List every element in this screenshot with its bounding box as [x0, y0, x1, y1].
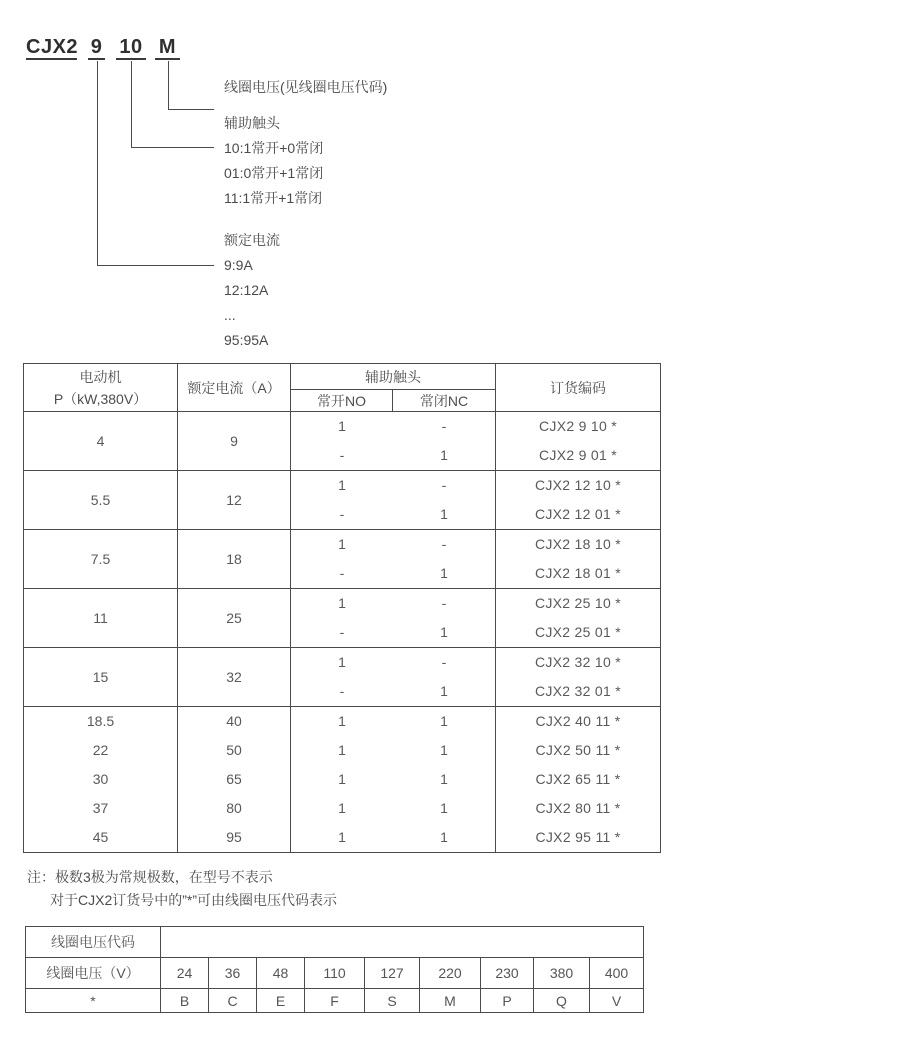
- motor-power-value: 5.5: [90, 491, 111, 508]
- selection-table: [23, 363, 661, 853]
- coil-code-value: C: [209, 989, 257, 1013]
- nc-count: -: [441, 595, 447, 611]
- spec-row: [24, 589, 661, 648]
- aux-contact-line: [291, 736, 495, 765]
- aux-contact-line: [291, 589, 495, 618]
- coil-voltage-value: 36: [209, 958, 257, 989]
- no-count: 1: [338, 713, 346, 729]
- nc-count: -: [441, 654, 447, 670]
- connector-lines: [0, 0, 260, 280]
- coil-code-label-cell: 线圈电压代码: [26, 927, 161, 958]
- nc-count: 1: [440, 771, 448, 787]
- coil-voltage-value: 230: [481, 958, 534, 989]
- coil-code-value: S: [365, 989, 420, 1013]
- nc-count: 1: [440, 624, 448, 640]
- coil-voltage-code-table: [25, 926, 644, 1013]
- nc-count: 1: [440, 506, 448, 522]
- order-code-value: CJX2 9 01 *: [538, 447, 617, 463]
- order-code-value: CJX2 9 10 *: [538, 418, 617, 434]
- coil-code-value: Q: [534, 989, 590, 1013]
- order-code-value: CJX2 40 11 *: [535, 713, 621, 729]
- coil-code-value: M: [420, 989, 481, 1013]
- rated-current-value: 50: [226, 742, 242, 758]
- aux-contact-line: [291, 823, 495, 852]
- star-label-cell: *: [26, 989, 161, 1013]
- aux-contacts-header: 辅助触头: [291, 364, 496, 390]
- order-code-value: CJX2 32 10 *: [534, 654, 622, 670]
- no-header: 常开NO: [291, 390, 393, 412]
- rated-current-value: 12: [226, 491, 242, 508]
- coil-voltage-label: 线圈电压(见线圈电压代码): [224, 79, 388, 95]
- rated-current-option: ...: [224, 307, 236, 323]
- no-count: -: [339, 624, 345, 640]
- aux-contact-heading: 辅助触头: [224, 115, 280, 131]
- motor-power-value: 4: [96, 432, 105, 449]
- spec-row: [24, 648, 661, 707]
- selection-table-header-row: [24, 364, 661, 390]
- motor-power-cell: [24, 471, 178, 530]
- no-count: -: [339, 683, 345, 699]
- aux-contacts-cell: [291, 589, 496, 648]
- no-count: 1: [338, 742, 346, 758]
- order-code-cell: [496, 589, 661, 648]
- motor-power-value: 30: [92, 771, 109, 787]
- aux-contact-line: [291, 648, 495, 677]
- model-part-voltage: M: [155, 36, 180, 60]
- aux-contact-line: [291, 441, 495, 470]
- coil-voltage-value: 380: [534, 958, 590, 989]
- aux-contact-line: [291, 794, 495, 823]
- aux-contact-line: [291, 618, 495, 647]
- spec-row: [24, 471, 661, 530]
- nc-count: -: [441, 477, 447, 493]
- nc-count: 1: [440, 713, 448, 729]
- rated-current-value: 18: [226, 550, 242, 567]
- rated-current-value: 9: [230, 432, 238, 449]
- coil-voltage-value: 220: [420, 958, 481, 989]
- aux-contacts-cell: [291, 707, 496, 853]
- coil-voltage-label-cell: 线圈电压（V）: [26, 958, 161, 989]
- motor-power-cell: [24, 648, 178, 707]
- coil-code-value: E: [257, 989, 305, 1013]
- spec-row: [24, 412, 661, 471]
- motor-power-cell: [24, 589, 178, 648]
- note-line-1: 注：极数3极为常规极数，在型号不表示: [27, 869, 273, 885]
- nc-count: 1: [440, 742, 448, 758]
- model-part-aux: 10: [116, 36, 146, 60]
- aux-contact-option: 01:0常开+1常闭: [224, 165, 324, 181]
- order-code-value: CJX2 65 11 *: [535, 771, 621, 787]
- rated-current-cell: [178, 530, 291, 589]
- no-count: -: [339, 506, 345, 522]
- motor-power-cell: [24, 412, 178, 471]
- no-count: 1: [338, 536, 346, 552]
- no-count: 1: [338, 477, 346, 493]
- no-count: 1: [338, 654, 346, 670]
- order-code-cell: [496, 412, 661, 471]
- coil-voltage-value: 400: [590, 958, 644, 989]
- motor-power-value: 15: [92, 668, 109, 685]
- aux-contacts-cell: [291, 471, 496, 530]
- no-count: 1: [338, 829, 346, 845]
- model-part-series: CJX2: [26, 36, 79, 58]
- order-code-value: CJX2 12 10 *: [534, 477, 622, 493]
- order-code-value: CJX2 25 01 *: [534, 624, 622, 640]
- aux-contact-line: [291, 765, 495, 794]
- nc-count: 1: [440, 683, 448, 699]
- aux-contact-line: [291, 530, 495, 559]
- nc-count: 1: [440, 447, 448, 463]
- aux-contact-line: [291, 500, 495, 529]
- rated-current-value: 65: [226, 771, 242, 787]
- aux-contact-line: [291, 559, 495, 588]
- order-code-cell: [496, 530, 661, 589]
- rated-current-cell: [178, 648, 291, 707]
- motor-power-cell: [24, 707, 178, 853]
- no-count: 1: [338, 595, 346, 611]
- nc-count: 1: [440, 565, 448, 581]
- rated-current-cell: [178, 412, 291, 471]
- motor-power-header-line2: P（kW,380V）: [53, 390, 148, 407]
- motor-power-value: 45: [92, 829, 109, 845]
- coil-voltage-value: 127: [365, 958, 420, 989]
- motor-power-value: 22: [92, 742, 109, 758]
- order-code-value: CJX2 80 11 *: [535, 800, 621, 816]
- no-count: -: [339, 447, 345, 463]
- order-code-cell: [496, 471, 661, 530]
- rated-current-value: 40: [226, 713, 242, 729]
- aux-contact-line: [291, 707, 495, 736]
- order-code-cell: [496, 648, 661, 707]
- rated-current-value: 25: [226, 609, 242, 626]
- nc-count: 1: [440, 800, 448, 816]
- rated-current-option: 9:9A: [224, 257, 253, 273]
- aux-contact-line: [291, 412, 495, 441]
- no-count: 1: [338, 800, 346, 816]
- motor-power-header: [24, 364, 178, 412]
- coil-code-title-row: [26, 927, 644, 958]
- rated-current-value: 80: [226, 800, 242, 816]
- coil-code-value: B: [161, 989, 209, 1013]
- motor-power-header-line1: 电动机: [79, 368, 122, 385]
- coil-voltage-value: 110: [305, 958, 365, 989]
- coil-voltage-row: [26, 958, 644, 989]
- order-code-value: CJX2 18 10 *: [534, 536, 622, 552]
- aux-contact-line: [291, 677, 495, 706]
- coil-code-title-spacer-cell: [161, 927, 644, 958]
- rated-current-heading: 额定电流: [224, 232, 280, 248]
- nc-count: -: [441, 418, 447, 434]
- no-count: -: [339, 565, 345, 581]
- spec-row: [24, 707, 661, 853]
- aux-contact-option: 10:1常开+0常闭: [224, 140, 324, 156]
- rated-current-option: 12:12A: [224, 282, 269, 298]
- order-code-header: 订货编码: [496, 364, 661, 412]
- note-line-2: 对于CJX2订货号中的”*”可由线圈电压代码表示: [50, 892, 338, 908]
- rated-current-value: 95: [226, 829, 242, 845]
- order-code-value: CJX2 95 11 *: [535, 829, 621, 845]
- rated-current-cell: [178, 471, 291, 530]
- model-part-current: 9: [88, 36, 105, 60]
- rated-current-header: 额定电流（A）: [178, 364, 291, 412]
- coil-code-value: F: [305, 989, 365, 1013]
- rated-current-cell: [178, 707, 291, 853]
- order-code-value: CJX2 32 01 *: [534, 683, 622, 699]
- coil-voltage-value: 24: [161, 958, 209, 989]
- rated-current-option: 95:95A: [224, 332, 269, 348]
- no-count: 1: [338, 418, 346, 434]
- motor-power-value: 11: [93, 609, 108, 626]
- coil-code-row: [26, 989, 644, 1013]
- motor-power-value: 37: [92, 800, 109, 816]
- coil-code-value: V: [590, 989, 644, 1013]
- aux-contact-line: [291, 471, 495, 500]
- nc-header: 常闭NC: [393, 390, 496, 412]
- order-code-value: CJX2 18 01 *: [534, 565, 622, 581]
- motor-power-value: 18.5: [86, 713, 115, 729]
- spec-row: [24, 530, 661, 589]
- aux-contacts-cell: [291, 412, 496, 471]
- no-count: 1: [338, 771, 346, 787]
- rated-current-value: 32: [226, 668, 242, 685]
- coil-code-value: P: [481, 989, 534, 1013]
- aux-contact-option: 11:1常开+1常闭: [224, 190, 323, 206]
- order-code-cell: [496, 707, 661, 853]
- aux-contacts-cell: [291, 648, 496, 707]
- rated-current-cell: [178, 589, 291, 648]
- motor-power-cell: [24, 530, 178, 589]
- aux-contacts-cell: [291, 530, 496, 589]
- coil-voltage-value: 48: [257, 958, 305, 989]
- order-code-value: CJX2 25 10 *: [534, 595, 622, 611]
- nc-count: 1: [440, 829, 448, 845]
- motor-power-value: 7.5: [90, 550, 111, 567]
- order-code-value: CJX2 12 01 *: [534, 506, 622, 522]
- nc-count: -: [441, 536, 447, 552]
- main-table-body: [24, 412, 661, 853]
- order-code-value: CJX2 50 11 *: [535, 742, 621, 758]
